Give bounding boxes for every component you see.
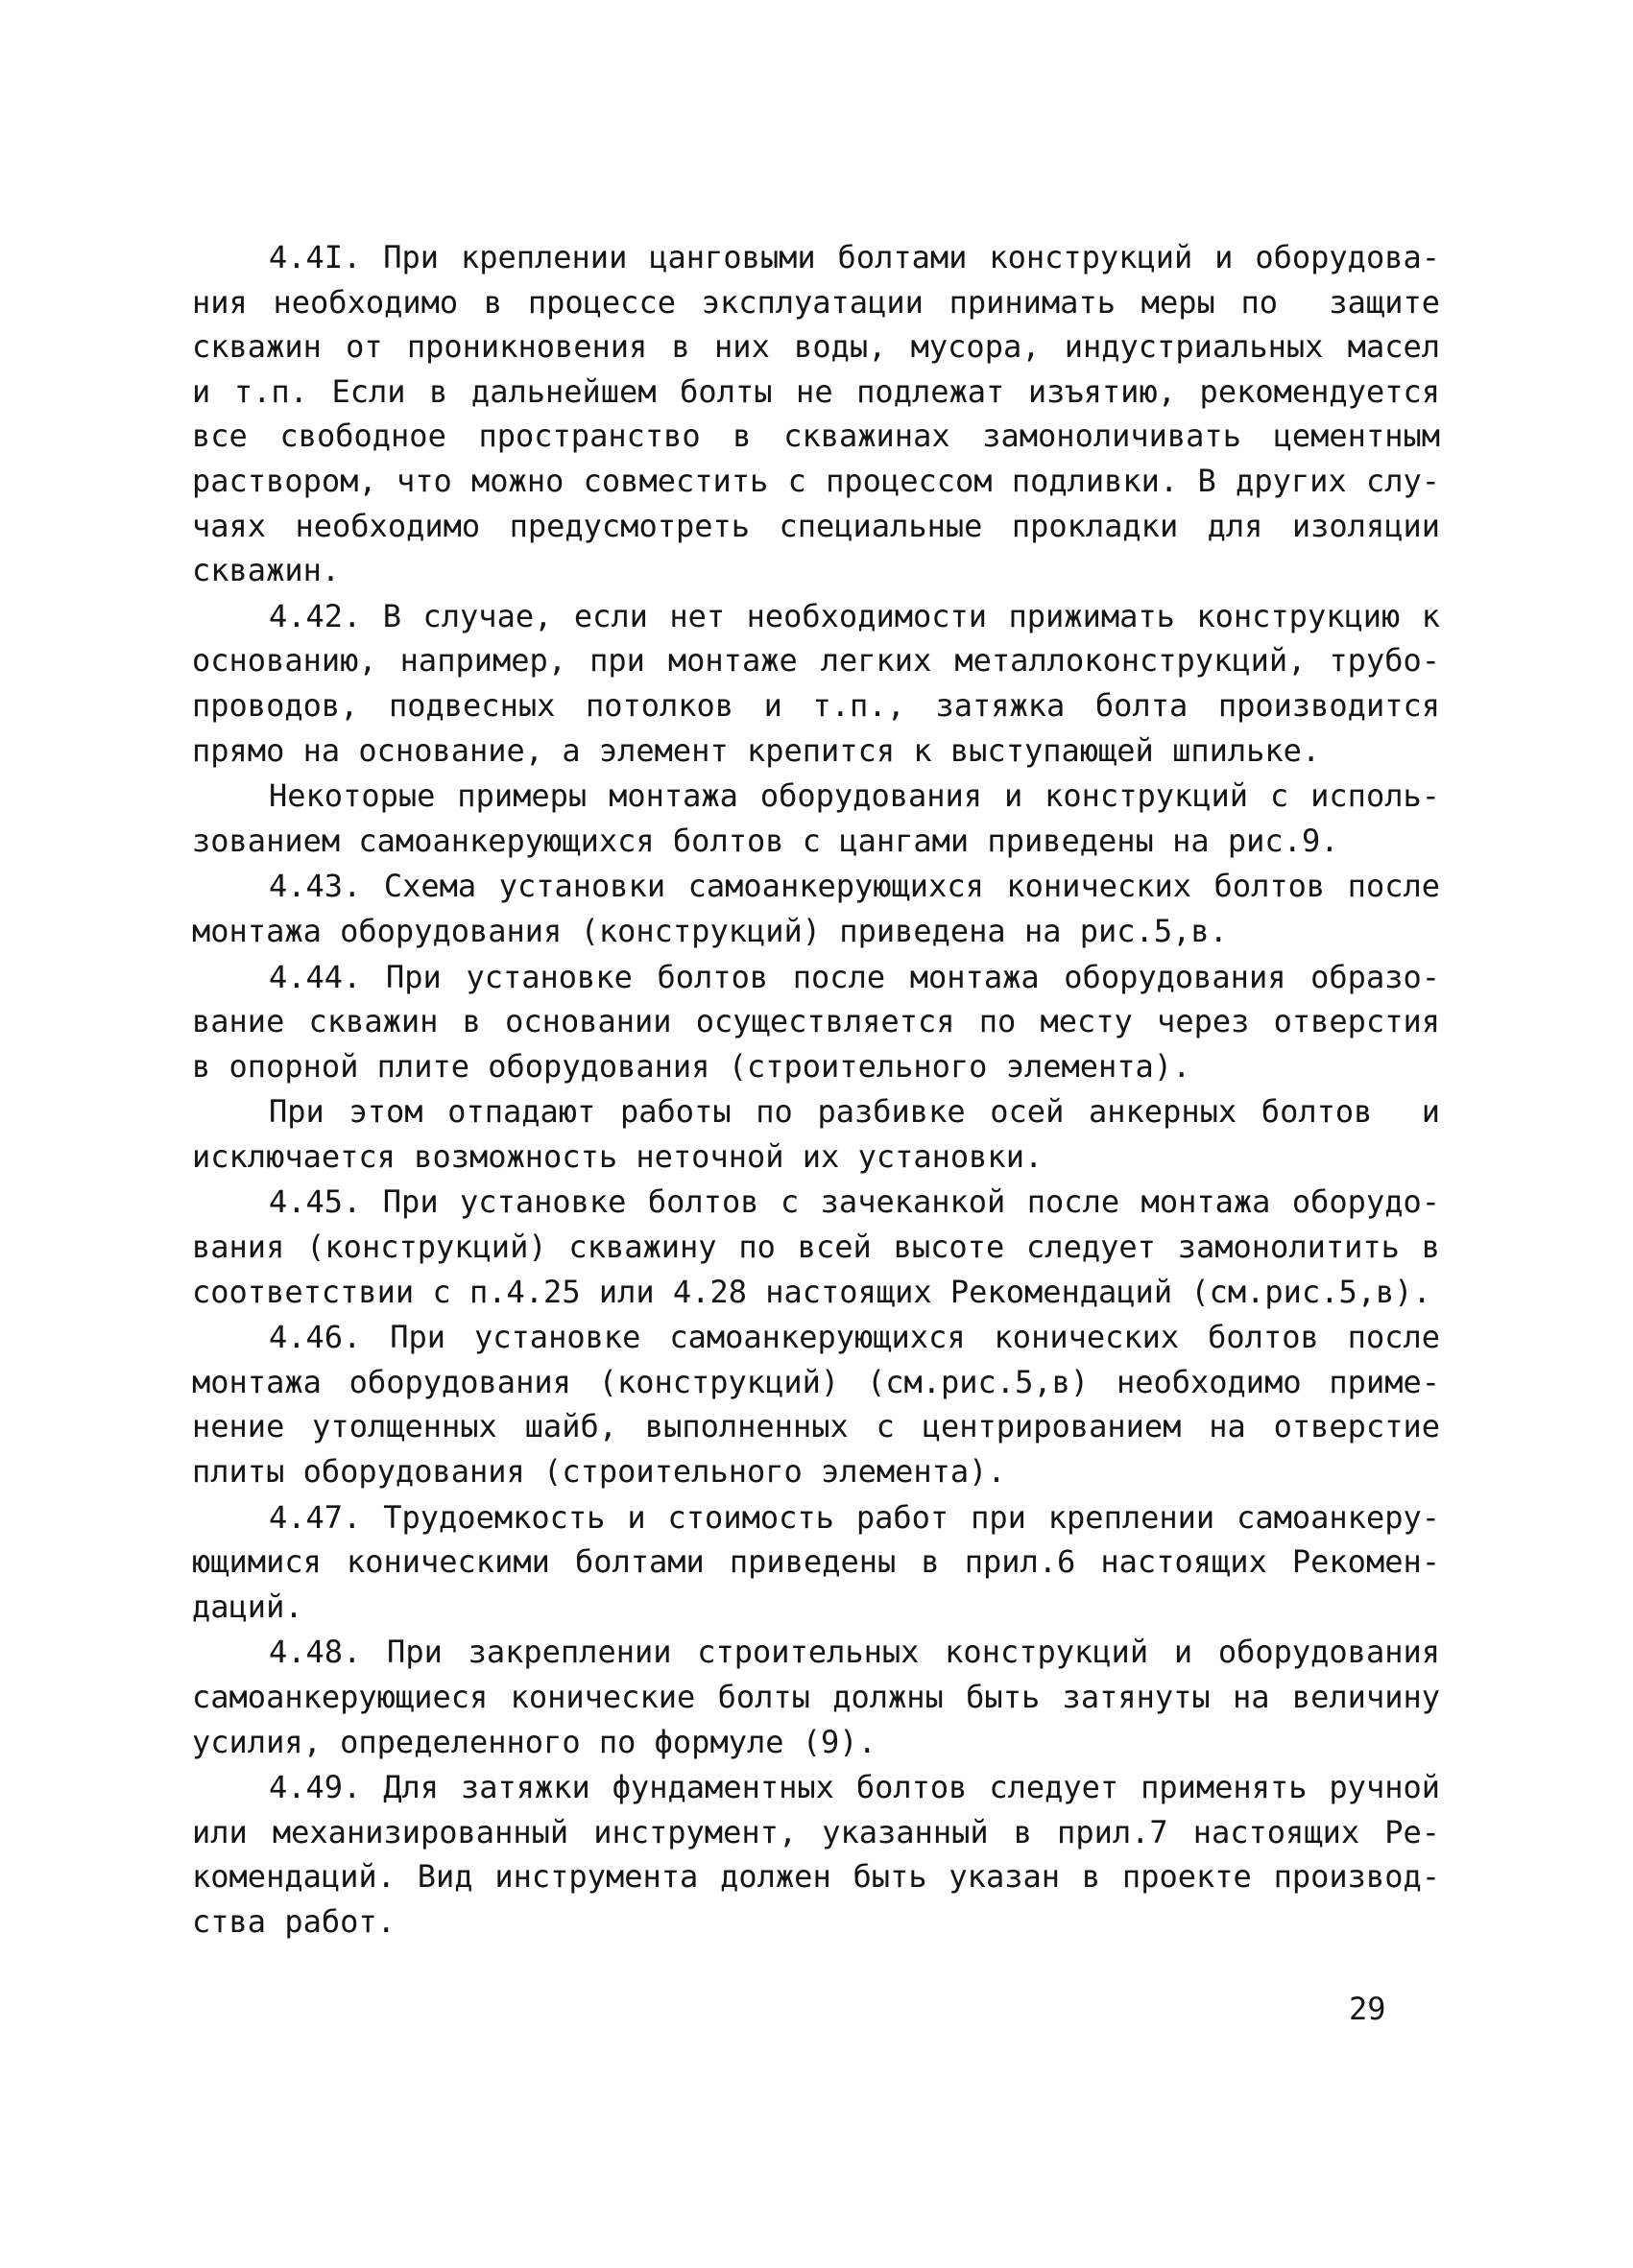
text-line: ния необходимо в процессе эксплуатации принимать меры по защите — [192, 283, 1440, 321]
text-line: самоанкерующиеся конические болты должны быть затянуты на величину — [192, 1679, 1440, 1715]
paragraph — [192, 864, 1440, 953]
paragraph — [192, 235, 1440, 593]
text-line: плиты оборудования (строительного элемента). — [192, 1453, 1006, 1491]
text-line: 4.49. Для затяжки фундаментных болтов следует применять ручной — [269, 1769, 1440, 1806]
text-line: все свободное пространство в скважинах замоноличивать цементным — [192, 418, 1440, 455]
body-text — [192, 235, 1440, 1946]
text-line: 4.44. При установке болтов после монтажа оборудования образо- — [269, 958, 1440, 995]
text-line: в опорной плите оборудования (строительного элемента). — [192, 1047, 1191, 1085]
text-line: Некоторые примеры монтажа оборудования и конструкций с исполь- — [269, 777, 1440, 815]
paragraph — [192, 1630, 1440, 1764]
paragraph — [192, 1495, 1440, 1630]
text-line: монтажа оборудования (конструкций) приведена на рис.5,в. — [192, 912, 1228, 949]
text-line: вание скважин в основании осуществляется по месту через отверстия — [192, 1003, 1440, 1040]
text-line: вания (конструкций) скважину по всей высоте следует замонолитить в — [192, 1229, 1440, 1266]
text-line: и т.п. Если в дальнейшем болты не подлежат изъятию, рекомендуется — [192, 372, 1440, 410]
text-line: монтажа оборудования (конструкций) (см.рис.5,в) необходимо приме- — [192, 1363, 1440, 1400]
text-line: скважин от проникновения в них воды, мусора, индустриальных масел — [192, 328, 1440, 366]
text-line: 4.45. При установке болтов с зачеканкой после монтажа оборудо- — [269, 1183, 1440, 1221]
paragraph — [192, 594, 1440, 773]
text-line: проводов, подвесных потолков и т.п., затяжка болта производится — [192, 686, 1440, 724]
text-line: ства работ. — [192, 1902, 396, 1940]
page-number: 29 — [1349, 1991, 1386, 2027]
text-line: скважин. — [192, 552, 341, 589]
text-line: или механизированный инструмент, указанный в прил.7 настоящих Ре- — [192, 1813, 1440, 1850]
text-line: усилия, определенного по формуле (9). — [192, 1723, 877, 1760]
text-line: ющимися коническими болтами приведены в прил.6 настоящих Рекомен- — [192, 1543, 1440, 1581]
text-line: 4.4I. При креплении цанговыми болтами конструкций и оборудова- — [269, 239, 1440, 275]
text-line: нение утолщенных шайб, выполненных с центрированием на отверстие — [192, 1408, 1440, 1445]
text-line: 4.43. Схема установки самоанкерующихся конических болтов после — [269, 868, 1440, 905]
paragraph — [192, 774, 1440, 863]
text-line: зованием самоанкерующихся болтов с цангами приведены на рис.9. — [192, 822, 1339, 859]
paragraph — [192, 1765, 1440, 1944]
text-line: прямо на основание, а элемент крепится к выступающей шпильке. — [192, 731, 1321, 769]
paragraph — [192, 1180, 1440, 1314]
paragraph — [192, 1315, 1440, 1493]
text-line: 4.48. При закреплении строительных конструкций и оборудования — [269, 1634, 1440, 1671]
text-line: 4.47. Трудоемкость и стоимость работ при креплении самоанкеру- — [269, 1498, 1440, 1536]
text-line: 4.46. При установке самоанкерующихся конических болтов после — [269, 1319, 1440, 1356]
text-line: раствором, что можно совместить с процессом подливки. В других слу- — [192, 462, 1440, 499]
text-line: 4.42. В случае, если нет необходимости прижимать конструкцию к — [269, 597, 1440, 634]
text-line: чаях необходимо предусмотреть специальные прокладки для изоляции — [192, 507, 1440, 544]
paragraph — [192, 1089, 1440, 1179]
text-line: даций. — [192, 1588, 303, 1625]
paragraph — [192, 955, 1440, 1089]
text-line: основанию, например, при монтаже легких металлоконструкций, трубо- — [192, 642, 1440, 680]
text-line: исключается возможность неточной их установки. — [192, 1137, 1044, 1175]
text-line: комендаций. Вид инструмента должен быть указан в проекте производ- — [192, 1858, 1440, 1896]
text-line: соответствии с п.4.25 или 4.28 настоящих Рекомендаций (см.рис.5,в). — [192, 1273, 1431, 1310]
text-line: При этом отпадают работы по разбивке осей анкерных болтов и — [269, 1093, 1440, 1131]
